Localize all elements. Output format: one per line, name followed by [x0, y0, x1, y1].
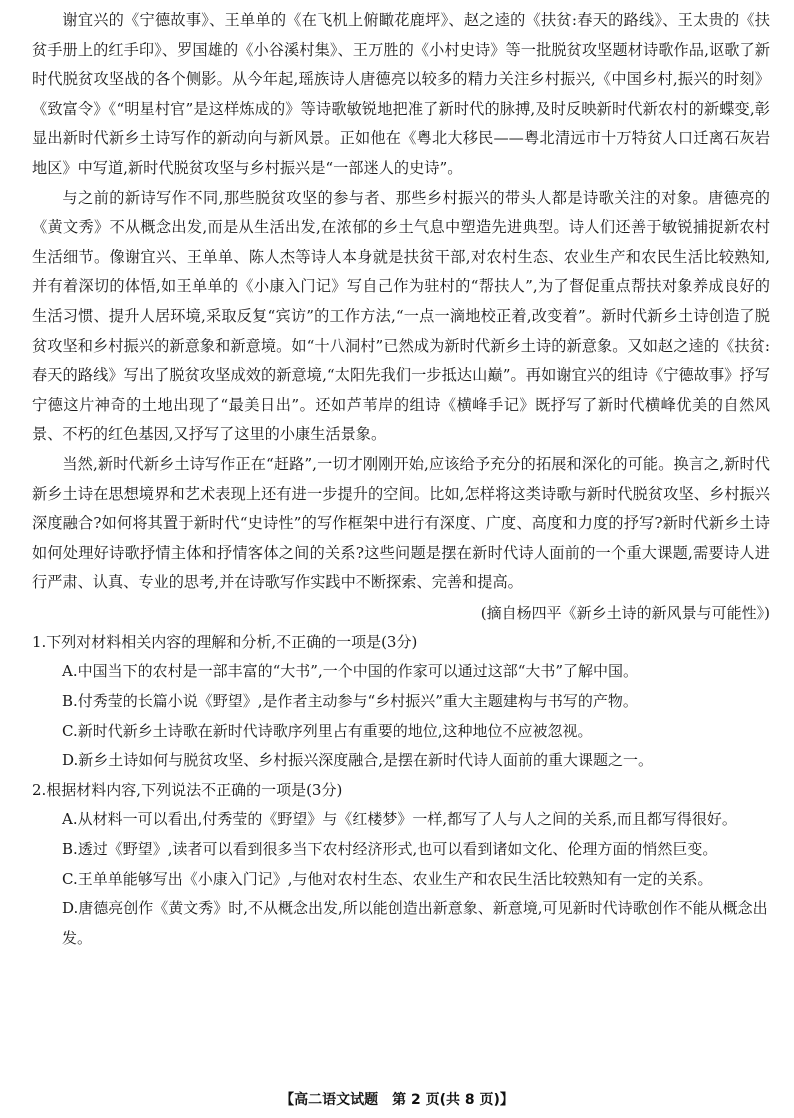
- question-1-option-a: A.中国当下的农村是一部丰富的“大书”,一个中国的作家可以通过这部“大书”了解中国。: [62, 662, 639, 681]
- article-paragraph-3: 当然,新时代新乡土诗写作正在“赶路”,一切才刚刚开始,应该给予充分的拓展和深化的可能。换言之,新时代新乡土诗在思想境界和艺术表现上还有进一步提升的空间。比如,怎样将这类诗歌与新时代脱贫攻坚、乡村振兴深度融合?如何将其置于新时代“史诗性”的写作框架中进行有深度、广度、高度和力度的抒写?新时代新乡土诗如何处理好诗歌抒情主体和抒情客体之间的关系?这些问题是摆在新时代诗人面前的一个重大课题,需要诗人进行严肃、认真、专业的思考,并在诗歌写作实践中不断探索、完善和提高。: [32, 454, 770, 592]
- question-2-option-d: D.唐德亮创作《黄文秀》时,不从概念出发,所以能创造出新意象、新意境,可见新时代诗歌创作不能从概念出发。: [62, 899, 768, 947]
- question-1-option-c: C.新时代新乡土诗歌在新时代诗歌序列里占有重要的地位,这种地位不应被忽视。: [62, 721, 593, 740]
- question-1-option-b: B.付秀莹的长篇小说《野望》,是作者主动参与“乡村振兴”重大主题建构与书写的产物。: [62, 692, 638, 711]
- page-footer: 【高二语文试题 第 2 页(共 8 页)】: [280, 1092, 514, 1108]
- question-2-option-a: A.从材料一可以看出,付秀莹的《野望》与《红楼梦》一样,都写了人与人之间的关系,而且都写得很好。: [62, 810, 737, 829]
- article-source: (摘自杨四平《新乡土诗的新风景与可能性》): [480, 603, 770, 622]
- question-1-stem: 1.下列对材料相关内容的理解和分析,不正确的一项是(3分): [32, 632, 418, 651]
- question-2-stem: 2.根据材料内容,下列说法不正确的一项是(3分): [32, 780, 343, 799]
- question-2: [32, 776, 770, 954]
- article-body: [32, 6, 770, 628]
- question-1-option-d: D.新乡土诗如何与脱贫攻坚、乡村振兴深度融合,是摆在新时代诗人面前的重大课题之一。: [62, 751, 654, 770]
- article-paragraph-1: 谢宜兴的《宁德故事》、王单单的《在飞机上俯瞰花鹿坪》、赵之逵的《扶贫:春天的路线》、王太贵的《扶贫手册上的红手印》、罗国雄的《小谷溪村集》、王万胜的《小村史诗》等一批脱贫攻坚题材诗歌作品,讴歌了新时代脱贫攻坚战的各个侧影。从今年起,瑶族诗人唐德亮以较多的精力关注乡村振兴,《中国乡村,振兴的时刻》《致富令》《“明星村官”是这样炼成的》等诗歌敏锐地把准了新时代的脉搏,及时反映新时代新农村的新蝶变,彰显出新时代新乡土诗写作的新动向与新风景。正如他在《粤北大移民——粤北清远市十万特贫人口迁离石灰岩地区》中写道,新时代脱贫攻坚与乡村振兴是“一部迷人的史诗”。: [32, 11, 770, 177]
- exam-page: [32, 6, 770, 1086]
- question-2-option-c: C.王单单能够写出《小康入门记》,与他对农村生态、农业生产和农民生活比较熟知有一定的关系。: [62, 869, 713, 888]
- question-2-option-b: B.透过《野望》,读者可以看到很多当下农村经济形式,也可以看到诸如文化、伦理方面的悄然巨变。: [62, 840, 718, 859]
- article-paragraph-2: 与之前的新诗写作不同,那些脱贫攻坚的参与者、那些乡村振兴的带头人都是诗歌关注的对象。唐德亮的《黄文秀》不从概念出发,而是从生活出发,在浓郁的乡土气息中塑造先进典型。诗人们还善于敏锐捕捉新农村生活细节。像谢宜兴、王单单、陈人杰等诗人本身就是扶贫干部,对农村生态、农业生产和农民生活比较熟知,并有着深切的体悟,如王单单的《小康入门记》写自己作为驻村的“帮扶人”,为了督促重点帮扶对象养成良好的生活习惯、提升人居环境,采取反复“宾访”的工作方法,“一点一滴地校正着,改变着”。新时代新乡土诗创造了脱贫攻坚和乡村振兴的新意象和新意境。如“十八洞村”已然成为新时代新乡土诗的新意象。又如赵之逵的《扶贫:春天的路线》写出了脱贫攻坚成效的新意境,“太阳先我们一步抵达山巅”。再如谢宜兴的组诗《宁德故事》抒写宁德这片神奇的土地出现了“最美日出”。还如芦苇岸的组诗《横峰手记》既抒写了新时代横峰优美的自然风景、不朽的红色基因,又抒写了这里的小康生活景象。: [32, 188, 770, 444]
- question-1: [32, 628, 770, 776]
